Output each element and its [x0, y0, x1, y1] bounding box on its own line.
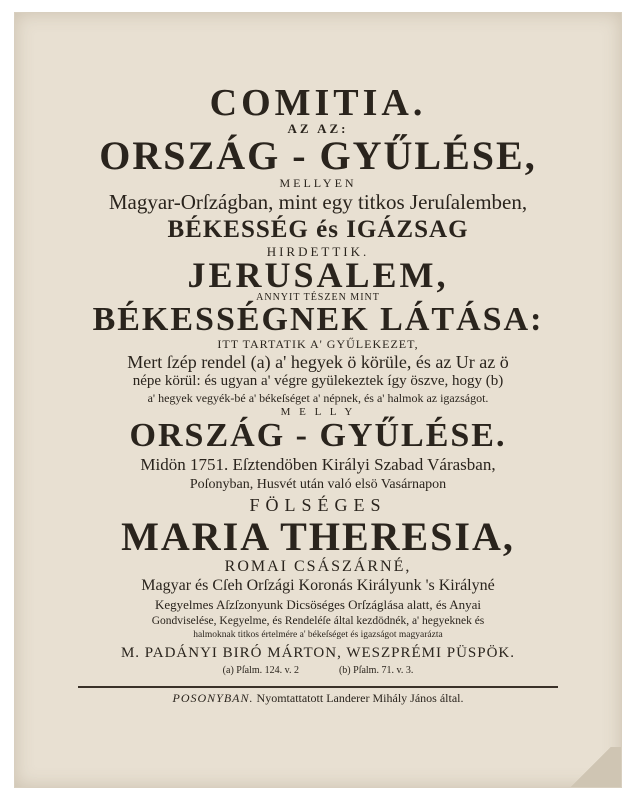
subtitle-az-az: AZ AZ:	[287, 121, 349, 136]
footnote-b: (b) Pſalm. 71. v. 3.	[338, 665, 414, 676]
verse-line-3: a' hegyek vegyék-bé a' békeſséget a' népnek, és a' halmok az igazságot.	[147, 391, 489, 405]
text-romai-csaszarne: ROMAI CSÁSZÁRNÉ,	[224, 558, 412, 575]
title-jerusalem: JERUSALEM,	[187, 255, 449, 295]
text-itt-tartatik: ITT TARTATIK A' GYŰLEKEZET,	[217, 337, 419, 351]
title-bekessegnek-latasa: BÉKESSÉGNEK LÁTÁSA:	[92, 301, 544, 338]
text-midon-1751: Midön 1751. Eſztendöben Királyi Szabad Várasban,	[140, 455, 496, 474]
text-annyit-teszen: ANNYIT TÉSZEN MINT	[256, 292, 380, 303]
text-halmoknak: halmoknak titkos értelmére a' békeſséget és igazságot magyarázta	[193, 630, 443, 640]
title-bekesseg-igazsag: BÉKESSÉG és IGÁZSAG	[167, 216, 469, 243]
text-kegyelmes: Kegyelmes Aſzſzonyunk Dicsöséges Orſzáglása alatt, és Anyai	[155, 597, 481, 612]
title-page-text	[15, 83, 621, 708]
text-hirdettik: HIRDETTIK.	[266, 244, 370, 259]
text-melly: M E L L Y	[280, 406, 356, 418]
document-page	[14, 12, 622, 788]
torn-corner	[561, 747, 621, 787]
verse-line-2: népe körül: és ugyan a' végre gyülekeztek így öszve, hogy (b)	[132, 373, 504, 389]
text-author: M. PADÁNYI BIRÓ MÁRTON, WESZPRÉMI PÜSPÖK.	[120, 645, 516, 661]
text-gondviselese: Gondviselése, Kegyelme, és Rendeléſe által kezdödnék, a' hegyeknek és	[151, 615, 485, 627]
footnote-a: (a) Pſalm. 124. v. 2	[222, 665, 299, 676]
title-comitia: COMITIA.	[209, 82, 427, 124]
printer-line	[15, 688, 621, 708]
title-orszag-gyulese-2: ORSZÁG - GYŰLÉSE.	[129, 417, 507, 454]
title-maria-theresia: MARIA THERESIA,	[121, 514, 515, 559]
text-magyar-orszagban: Magyar-Orſzágban, mint egy titkos Jeruſalemben,	[108, 190, 528, 214]
text-mellyen: MELLYEN	[279, 176, 357, 190]
text-magyar-es-cseh: Magyar és Cſeh Orſzági Koronás Királyunk 's Királyné	[141, 577, 495, 594]
text-posonyban-husvet: Poſonyban, Husvét után való elsö Vasárnapon	[189, 477, 447, 492]
verse-line-1: Mert ſzép rendel (a) a' hegyek ö körüle, és az Ur az ö	[127, 352, 509, 372]
title-orszag-gyulese: ORSZÁG - GYŰLÉSE,	[99, 133, 537, 178]
text-folseges: FÖLSÉGES	[249, 495, 387, 515]
printer-city: POSONYBAN.	[172, 691, 254, 705]
printer-name: Nyomtattatott Landerer Mihály János által.	[256, 691, 464, 705]
footnotes	[15, 664, 621, 678]
